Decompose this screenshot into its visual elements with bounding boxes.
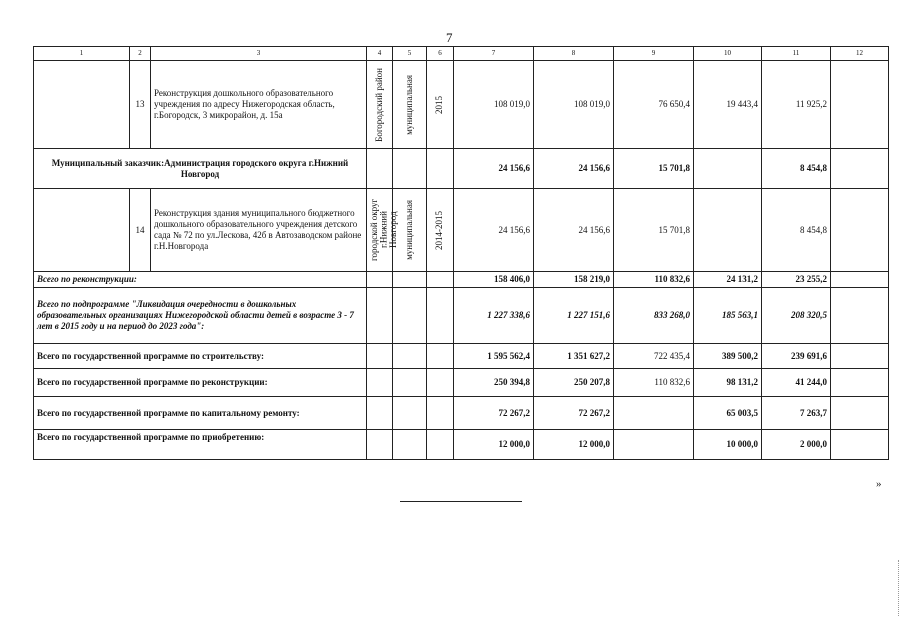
scan-edge-marks (898, 560, 904, 616)
value-cell (614, 430, 694, 460)
gp-construction-row (34, 344, 889, 369)
separator-line (400, 501, 522, 502)
value-cell: 833 268,0 (614, 288, 694, 344)
ownership-cell: муниципальная (403, 74, 414, 135)
value-cell: 2 000,0 (762, 430, 831, 460)
gp-capital-repair-row (34, 397, 889, 430)
value-cell: 72 267,2 (454, 397, 534, 430)
value-cell: 12 000,0 (534, 430, 614, 460)
value-cell (694, 189, 762, 272)
value-cell: 15 701,8 (614, 189, 694, 272)
total-label: Всего по государственной программе по приобретению: (34, 430, 367, 460)
value-cell: 23 255,2 (762, 272, 831, 288)
value-cell (694, 149, 762, 189)
value-cell: 10 000,0 (694, 430, 762, 460)
total-label: Всего по реконструкции: (34, 272, 367, 288)
col-header-4: 4 (367, 47, 393, 61)
value-cell: 15 701,8 (614, 149, 694, 189)
value-cell: 185 563,1 (694, 288, 762, 344)
value-cell: 11 925,2 (762, 61, 831, 149)
customer-label: Муниципальный заказчик:Администрация городского округа г.Нижний Новгород (34, 149, 367, 189)
column-number-header-row (34, 47, 889, 61)
value-cell: 98 131,2 (694, 369, 762, 397)
value-cell: 72 267,2 (534, 397, 614, 430)
value-cell: 24 156,6 (454, 149, 534, 189)
value-cell: 250 394,8 (454, 369, 534, 397)
value-cell: 8 454,8 (762, 189, 831, 272)
row-number: 13 (130, 61, 151, 149)
district-cell: Богородский район (373, 67, 384, 142)
investment-table (33, 46, 889, 460)
total-subprogram-row (34, 288, 889, 344)
col-header-12: 12 (831, 47, 889, 61)
value-cell: 158 406,0 (454, 272, 534, 288)
value-cell (614, 397, 694, 430)
value-cell: 239 691,6 (762, 344, 831, 369)
col-header-7: 7 (454, 47, 534, 61)
value-cell: 1 595 562,4 (454, 344, 534, 369)
col-header-3: 3 (151, 47, 367, 61)
value-cell: 24 156,6 (534, 189, 614, 272)
total-label: Всего по подпрограмме "Ликвидация очередности в дошкольных образовательных организациях Нижегородской области детей в возрасте 3 - 7 лет в 2015 году и на период до 2023 года": (34, 288, 367, 344)
value-cell: 8 454,8 (762, 149, 831, 189)
value-cell: 24 156,6 (454, 189, 534, 272)
total-label: Всего по государственной программе по строительству: (34, 344, 367, 369)
value-cell: 250 207,8 (534, 369, 614, 397)
year-cell: 2015 (434, 95, 445, 114)
ownership-cell: муниципальная (403, 200, 414, 260)
col-header-5: 5 (393, 47, 427, 61)
row-number: 14 (130, 189, 151, 272)
value-cell: 41 244,0 (762, 369, 831, 397)
value-cell: 1 351 627,2 (534, 344, 614, 369)
value-cell: 24 156,6 (534, 149, 614, 189)
value-cell: 76 650,4 (614, 61, 694, 149)
table-row-13 (34, 61, 889, 149)
total-label: Всего по государственной программе по реконструкции: (34, 369, 367, 397)
col-header-6: 6 (427, 47, 454, 61)
value-cell: 108 019,0 (534, 61, 614, 149)
value-cell: 24 131,2 (694, 272, 762, 288)
value-cell: 1 227 151,6 (534, 288, 614, 344)
value-cell: 110 832,6 (614, 272, 694, 288)
district-cell: городской округ г.Нижний Новгород (369, 198, 398, 262)
col-header-1: 1 (34, 47, 130, 61)
value-cell: 389 500,2 (694, 344, 762, 369)
object-name: Реконструкция дошкольного образовательного учреждения по адресу Нижегородская область, г.Богородск, 3 микрорайон, д. 15а (151, 61, 367, 149)
value-cell: 65 003,5 (694, 397, 762, 430)
value-cell: 12 000,0 (454, 430, 534, 460)
value-cell: 108 019,0 (454, 61, 534, 149)
value-cell: 19 443,4 (694, 61, 762, 149)
year-cell: 2014-2015 (434, 210, 445, 250)
value-cell: 110 832,6 (614, 369, 694, 397)
page-number: 7 (446, 30, 453, 45)
gp-reconstruction-row (34, 369, 889, 397)
customer-row (34, 149, 889, 189)
total-label: Всего по государственной программе по капитальному ремонту: (34, 397, 367, 430)
closing-quote: » (876, 478, 882, 490)
col-header-2: 2 (130, 47, 151, 61)
col-header-8: 8 (534, 47, 614, 61)
value-cell: 158 219,0 (534, 272, 614, 288)
value-cell: 7 263,7 (762, 397, 831, 430)
total-reconstruction-row (34, 272, 889, 288)
value-cell: 1 227 338,6 (454, 288, 534, 344)
col-header-11: 11 (762, 47, 831, 61)
object-name: Реконструкция здания муниципального бюджетного дошкольного образовательного учреждения детского сада № 72 по ул.Лескова, 42б в Автозаводском районе г.Н.Новгорода (151, 189, 367, 272)
col-header-10: 10 (694, 47, 762, 61)
table-row-14 (34, 189, 889, 272)
value-cell: 722 435,4 (614, 344, 694, 369)
value-cell: 208 320,5 (762, 288, 831, 344)
col-header-9: 9 (614, 47, 694, 61)
gp-purchase-row (34, 430, 889, 460)
